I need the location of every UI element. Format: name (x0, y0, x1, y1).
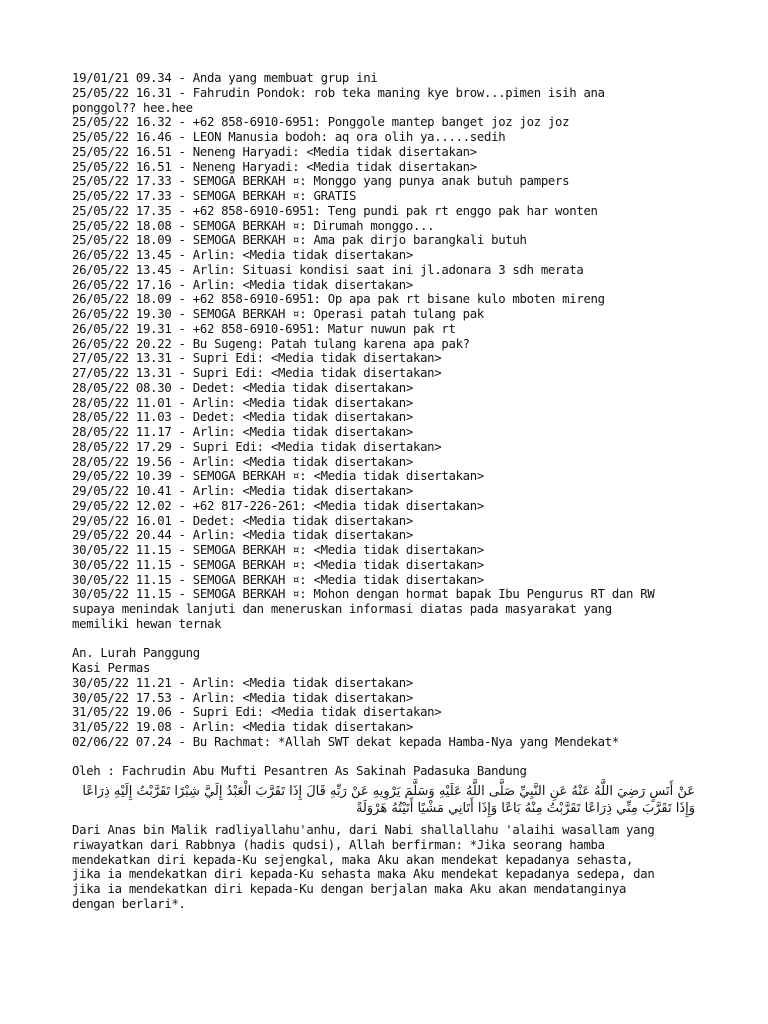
translation-line: jika ia mendekatkan diri kepada-Ku sehasta maka Aku mendekat kepadanya sedepa, dan (72, 867, 655, 882)
chat-line: 31/05/22 19.06 - Supri Edi: <Media tidak disertakan> (72, 705, 442, 720)
blank-line (72, 632, 697, 647)
chat-line: 31/05/22 19.08 - Arlin: <Media tidak disertakan> (72, 720, 413, 734)
translation-line: riwayatkan dari Rabbnya (hadis qudsi), Allah berfirman: *Jika seorang hamba (72, 837, 605, 852)
chat-line: ponggol?? hee.hee (72, 100, 193, 115)
chat-line: 29/05/22 10.39 - SEMOGA BERKAH ¤: <Media tidak disertakan> (72, 469, 484, 484)
chat-line: 25/05/22 17.33 - SEMOGA BERKAH ¤: GRATIS (72, 189, 357, 203)
chat-line: 19/01/21 09.34 - Anda yang membuat grup ini (72, 71, 378, 85)
chat-line: 26/05/22 13.45 - Arlin: Situasi kondisi saat ini jl.adonara 3 sdh merata (72, 262, 584, 277)
chat-line: 25/05/22 16.51 - Neneng Haryadi: <Media tidak disertakan> (72, 144, 477, 159)
chat-line: 28/05/22 08.30 - Dedet: <Media tidak disertakan> (72, 380, 413, 395)
chat-line: 26/05/22 20.22 - Bu Sugeng: Patah tulang karena apa pak? (72, 336, 470, 351)
chat-line: 26/05/22 19.31 - +62 858-6910-6951: Matur nuwun pak rt (72, 321, 456, 336)
chat-line: 25/05/22 16.31 - Fahrudin Pondok: rob teka maning kye brow...pimen isih ana (72, 85, 605, 100)
chat-line: 30/05/22 17.53 - Arlin: <Media tidak disertakan> (72, 690, 413, 705)
translation-line: jika ia mendekatkan diri kepada-Ku dengan berjalan maka Aku akan mendatanginya (72, 882, 627, 896)
chat-line: 25/05/22 17.33 - SEMOGA BERKAH ¤: Monggo yang punya anak butuh pampers (72, 174, 570, 189)
chat-line: 28/05/22 11.01 - Arlin: <Media tidak disertakan> (72, 395, 413, 410)
chat-line: 25/05/22 17.35 - +62 858-6910-6951: Teng pundi pak rt enggo pak har wonten (72, 203, 598, 218)
chat-export-document (72, 71, 697, 912)
chat-line: 28/05/22 17.29 - Supri Edi: <Media tidak disertakan> (72, 439, 442, 454)
chat-line: 26/05/22 18.09 - +62 858-6910-6951: Op apa pak rt bisane kulo mboten mireng (72, 292, 605, 307)
chat-line: 28/05/22 19.56 - Arlin: <Media tidak disertakan> (72, 454, 413, 469)
chat-line: 29/05/22 10.41 - Arlin: <Media tidak disertakan> (72, 484, 413, 498)
chat-line: 30/05/22 11.15 - SEMOGA BERKAH ¤: <Media tidak disertakan> (72, 543, 484, 557)
chat-line: 27/05/22 13.31 - Supri Edi: <Media tidak disertakan> (72, 351, 442, 366)
chat-line: 30/05/22 11.15 - SEMOGA BERKAH ¤: <Media tidak disertakan> (72, 572, 484, 587)
chat-line: 25/05/22 18.08 - SEMOGA BERKAH ¤: Dirumah monggo... (72, 218, 435, 233)
chat-line: 26/05/22 19.30 - SEMOGA BERKAH ¤: Operasi patah tulang pak (72, 307, 484, 321)
blank-line (72, 750, 697, 765)
chat-line: An. Lurah Panggung (72, 646, 200, 661)
chat-line: 30/05/22 11.15 - SEMOGA BERKAH ¤: <Media tidak disertakan> (72, 557, 484, 572)
chat-line: 25/05/22 16.32 - +62 858-6910-6951: Ponggole mantep banget joz joz joz (72, 115, 570, 130)
chat-line: 25/05/22 18.09 - SEMOGA BERKAH ¤: Ama pak dirjo barangkali butuh (72, 233, 527, 248)
chat-line: 29/05/22 20.44 - Arlin: <Media tidak disertakan> (72, 528, 413, 543)
chat-line: 29/05/22 12.02 - +62 817-226-261: <Media tidak disertakan> (72, 498, 484, 513)
chat-line: supaya menindak lanjuti dan meneruskan informasi diatas pada masyarakat yang (72, 602, 612, 616)
chat-line: Kasi Permas (72, 661, 151, 675)
chat-line: memiliki hewan ternak (72, 616, 222, 631)
chat-line: 30/05/22 11.21 - Arlin: <Media tidak disertakan> (72, 675, 413, 690)
chat-line: 28/05/22 11.03 - Dedet: <Media tidak disertakan> (72, 410, 413, 425)
hadith-translation (72, 823, 697, 912)
chat-log (72, 71, 697, 779)
translation-line: mendekatkan diri kepada-Ku sejengkal, maka Aku akan mendekat kepadanya sehasta, (72, 852, 634, 867)
chat-line: 02/06/22 07.24 - Bu Rachmat: *Allah SWT dekat kepada Hamba-Nya yang Mendekat* (72, 734, 619, 749)
chat-line: 26/05/22 17.16 - Arlin: <Media tidak disertakan> (72, 277, 413, 292)
chat-line: Oleh : Fachrudin Abu Mufti Pesantren As Sakinah Padasuka Bandung (72, 764, 527, 779)
chat-line: 26/05/22 13.45 - Arlin: <Media tidak disertakan> (72, 248, 413, 262)
chat-line: 30/05/22 11.15 - SEMOGA BERKAH ¤: Mohon dengan hormat bapak Ibu Pengurus RT dan RW (72, 587, 655, 602)
arabic-hadith-text: عَنْ أَنَسٍ رَضِيَ اللَّهُ عَنْهُ عَنِ النَّبِيِّ صَلَّى اللَّهُ عَلَيْهِ وَسَلَّمَ يَرْوِيهِ عَنْ رَبِّهِ قَالَ إِذَا تَقَرَّبَ الْعَبْدُ إِلَيَّ شِبْرًا تَقَرَّبْتُ إِلَيْهِ ذِرَاعًا وَإِذَا تَقَرَّبَ مِنِّي ذِرَاعًا تَقَرَّبْتُ مِنْهُ بَاعًا وَإِذَا أَتَانِي مَشْيًا أَتَيْتُهُ هَرْوَلَةً (82, 784, 695, 816)
chat-line: 25/05/22 16.51 - Neneng Haryadi: <Media tidak disertakan> (72, 159, 477, 174)
chat-line: 29/05/22 16.01 - Dedet: <Media tidak disertakan> (72, 513, 413, 528)
translation-line: Dari Anas bin Malik radliyallahu'anhu, dari Nabi shallallahu 'alaihi wasallam yang (72, 823, 655, 837)
chat-line: 25/05/22 16.46 - LEON Manusia bodoh: aq ora olih ya.....sedih (72, 130, 506, 144)
chat-line: 27/05/22 13.31 - Supri Edi: <Media tidak disertakan> (72, 366, 442, 380)
translation-line: dengan berlari*. (72, 896, 186, 911)
chat-line: 28/05/22 11.17 - Arlin: <Media tidak disertakan> (72, 425, 413, 439)
